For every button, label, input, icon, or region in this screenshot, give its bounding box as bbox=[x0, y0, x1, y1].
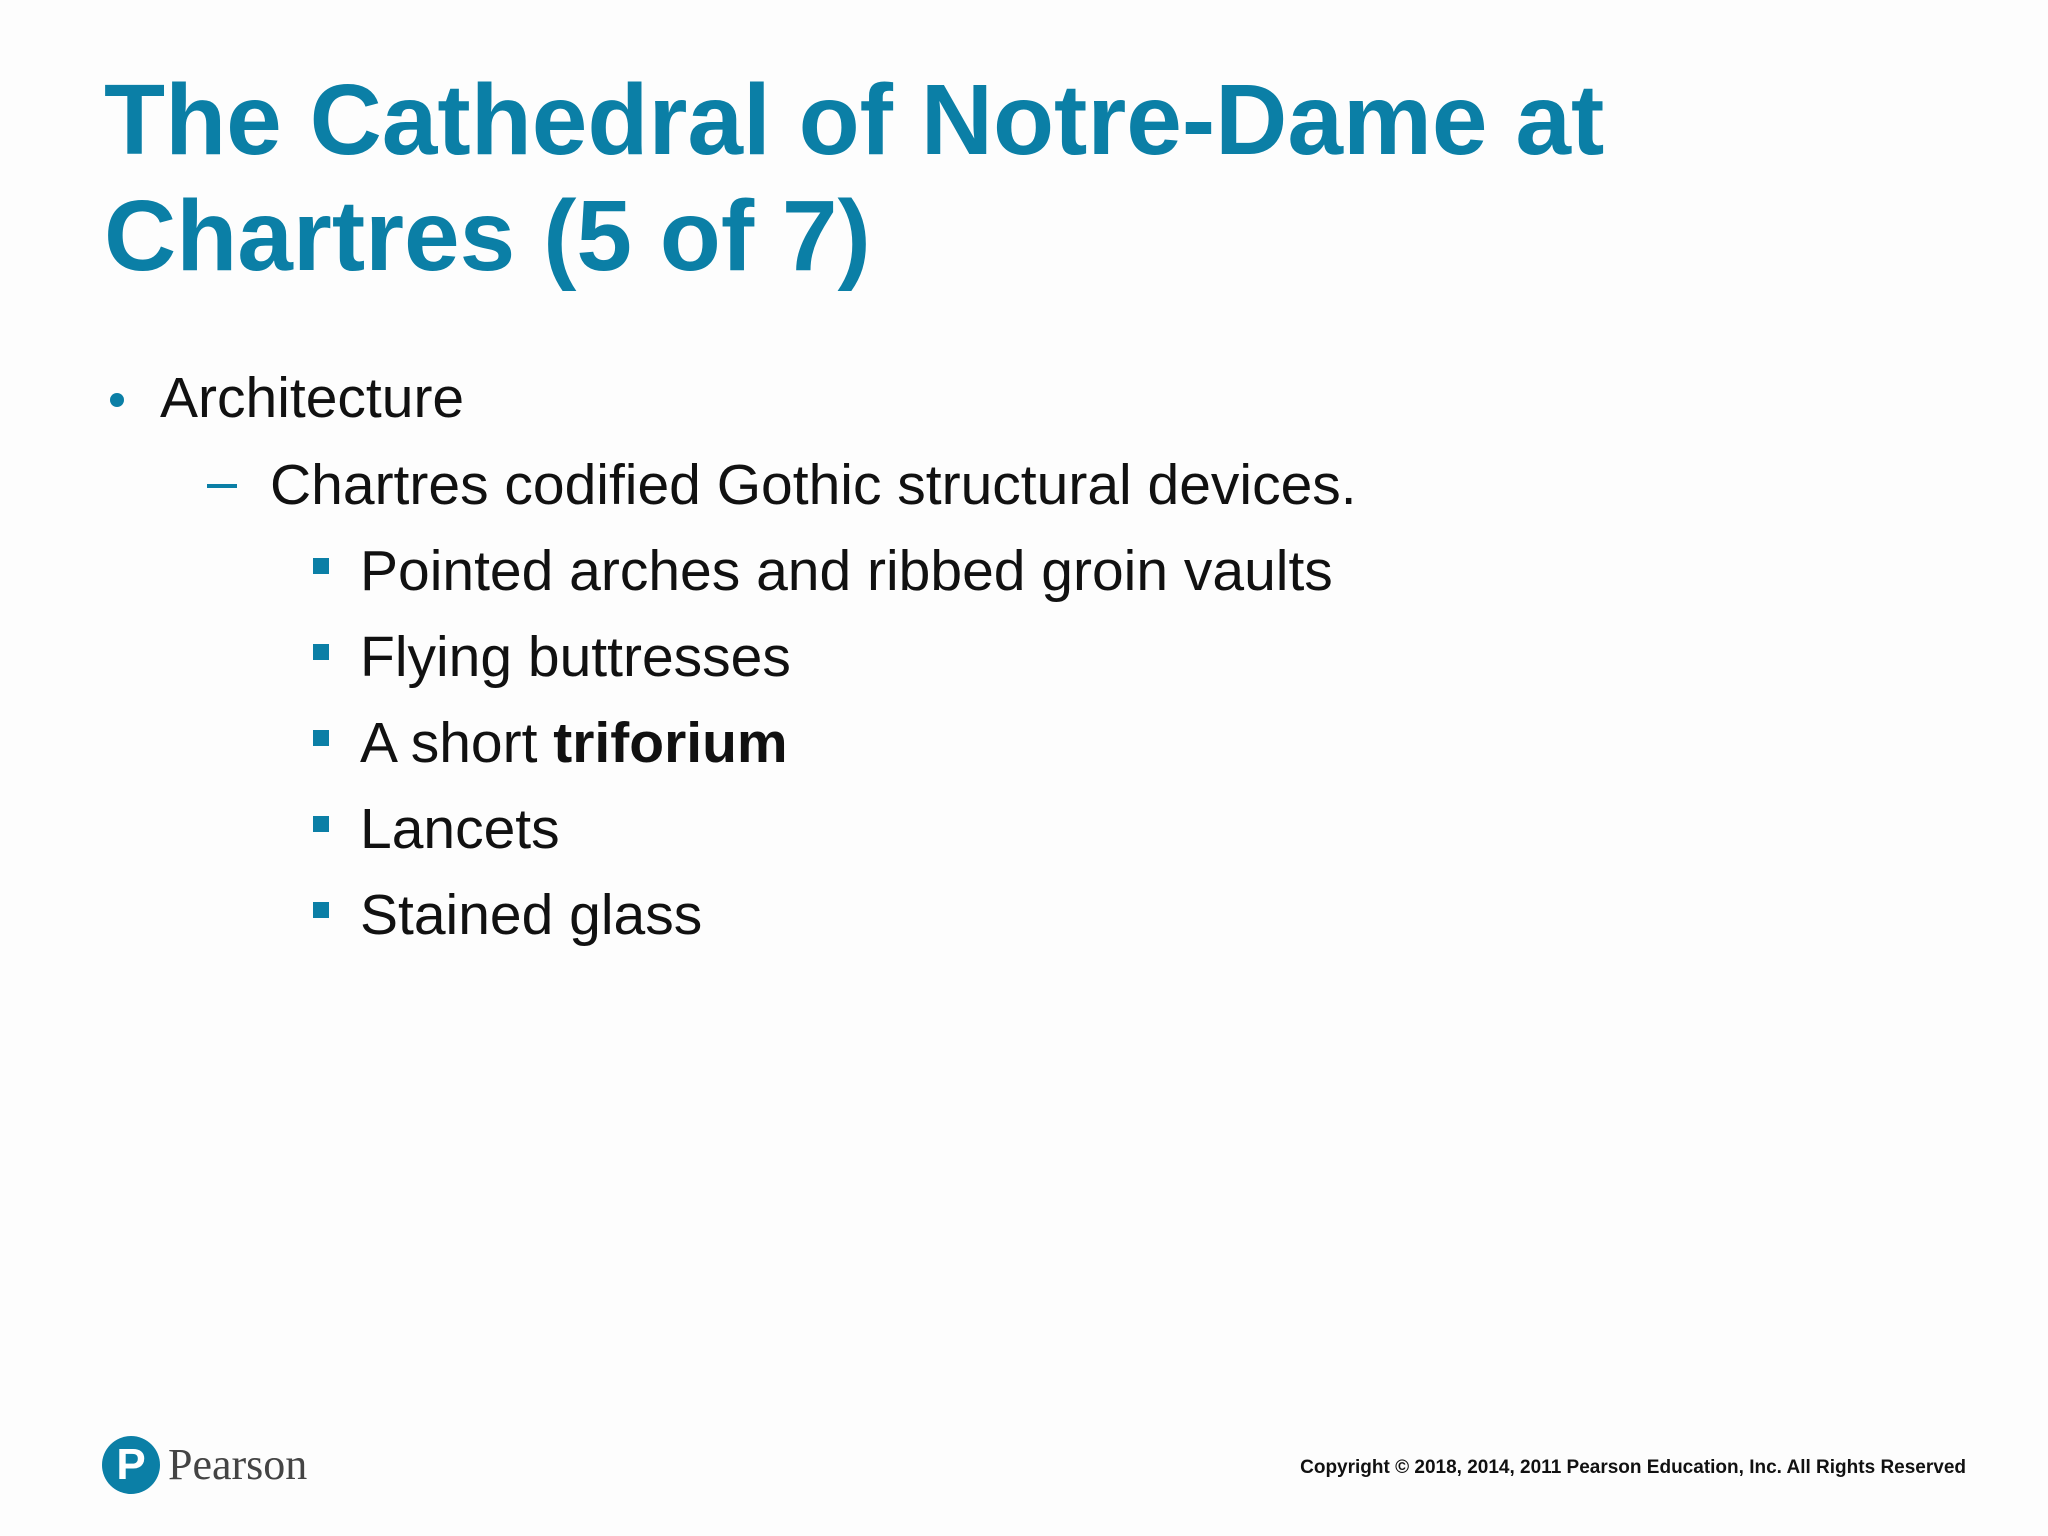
square-bullet-icon bbox=[313, 558, 329, 574]
square-bullet-icon bbox=[313, 902, 329, 918]
square-bullet-icon bbox=[313, 730, 329, 746]
round-dot-bullet-icon bbox=[110, 393, 124, 407]
dash-bullet-icon bbox=[207, 484, 237, 488]
square-bullet-icon bbox=[313, 816, 329, 832]
bullet-item-codified: Chartres codified Gothic structural devices. bbox=[270, 453, 1357, 517]
bullet-item-pointed-arches: Pointed arches and ribbed groin vaults bbox=[360, 539, 1333, 603]
pearson-logo-letter: P bbox=[116, 1440, 146, 1489]
pearson-logo bbox=[102, 1436, 342, 1502]
triforium-term: triforium bbox=[553, 711, 788, 775]
title-line-2: Chartres (5 of 7) bbox=[104, 180, 871, 292]
pearson-wordmark: Pearson bbox=[168, 1440, 308, 1489]
bullet-item-architecture: Architecture bbox=[160, 366, 465, 430]
title-line-1: The Cathedral of Notre-Dame at bbox=[104, 64, 1605, 176]
bullet-item-lancets: Lancets bbox=[360, 797, 560, 861]
bullet-item-stained-glass: Stained glass bbox=[360, 883, 703, 947]
bullet-item-triforium bbox=[360, 710, 788, 776]
bullet-item-flying-buttresses: Flying buttresses bbox=[360, 625, 791, 689]
copyright-notice: Copyright © 2018, 2014, 2011 Pearson Education, Inc. All Rights Reserved bbox=[1300, 1457, 1966, 1478]
triforium-prefix: A short bbox=[360, 711, 554, 775]
square-bullet-icon bbox=[313, 644, 329, 660]
